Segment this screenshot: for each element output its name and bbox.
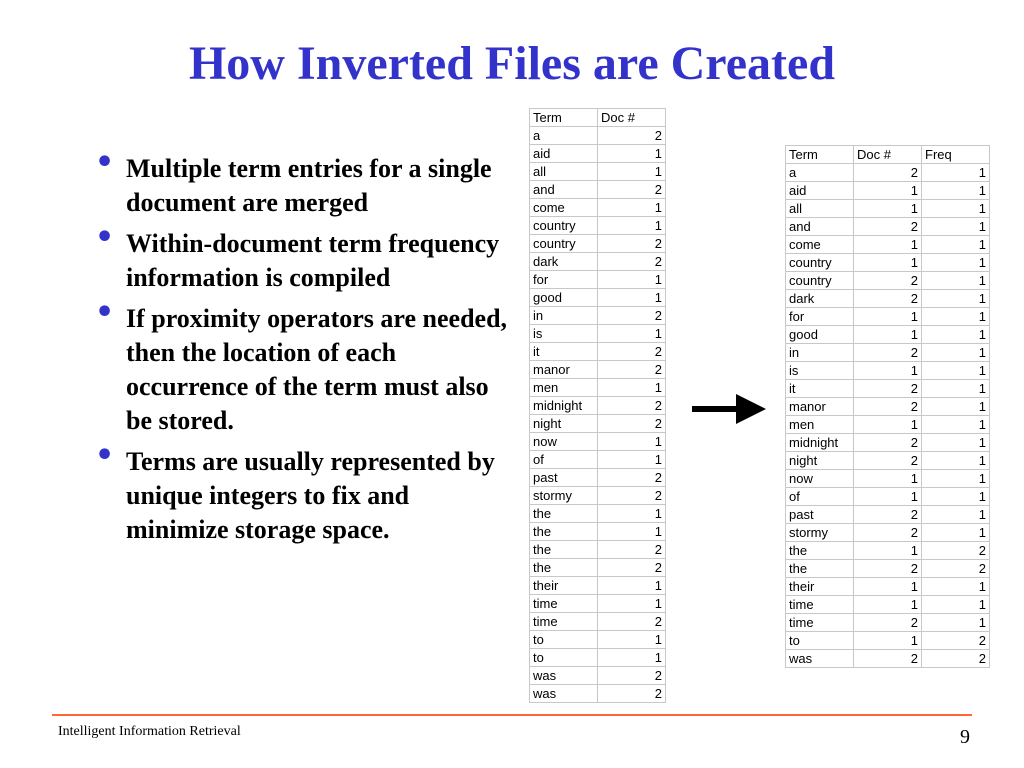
freq-cell: 2 — [922, 542, 990, 560]
table-row — [786, 470, 990, 488]
freq-cell: 1 — [922, 398, 990, 416]
doc-cell: 1 — [854, 236, 922, 254]
doc-cell: 1 — [854, 362, 922, 380]
column-header: Doc # — [598, 109, 666, 127]
table-header-row — [786, 146, 990, 164]
term-cell: manor — [530, 361, 598, 379]
table-row — [786, 182, 990, 200]
doc-cell: 2 — [854, 524, 922, 542]
term-cell: men — [786, 416, 854, 434]
table-row — [786, 344, 990, 362]
table-row — [530, 685, 666, 703]
term-cell: the — [530, 505, 598, 523]
term-cell: manor — [786, 398, 854, 416]
term-cell: aid — [530, 145, 598, 163]
table-row — [530, 541, 666, 559]
doc-cell: 1 — [598, 289, 666, 307]
table-row — [530, 235, 666, 253]
term-cell: come — [530, 199, 598, 217]
table-row — [530, 433, 666, 451]
table-row — [530, 253, 666, 271]
bullet-text: Within-document term frequency information is compiled — [126, 229, 500, 292]
term-cell: all — [530, 163, 598, 181]
table-row — [530, 595, 666, 613]
table-row — [530, 415, 666, 433]
term-cell: it — [786, 380, 854, 398]
term-cell: the — [530, 559, 598, 577]
term-cell: to — [530, 631, 598, 649]
table-row — [786, 452, 990, 470]
doc-cell: 1 — [598, 595, 666, 613]
table-row — [786, 416, 990, 434]
doc-cell: 2 — [598, 253, 666, 271]
term-cell: their — [530, 577, 598, 595]
doc-cell: 1 — [854, 308, 922, 326]
freq-cell: 1 — [922, 236, 990, 254]
column-header: Freq — [922, 146, 990, 164]
doc-cell: 2 — [598, 487, 666, 505]
table-row — [786, 596, 990, 614]
term-cell: a — [786, 164, 854, 182]
freq-cell: 1 — [922, 434, 990, 452]
footer-divider — [52, 714, 972, 716]
bullet-text: Terms are usually represented by unique integers to fix and minimize storage space. — [126, 447, 495, 544]
table-row — [530, 145, 666, 163]
term-cell: was — [786, 650, 854, 668]
freq-cell: 1 — [922, 524, 990, 542]
bullet-item — [92, 295, 512, 438]
term-cell: now — [786, 470, 854, 488]
table-row — [530, 379, 666, 397]
bullet-text: Multiple term entries for a single document are merged — [126, 154, 492, 217]
doc-cell: 2 — [598, 343, 666, 361]
doc-cell: 1 — [854, 542, 922, 560]
freq-cell: 1 — [922, 578, 990, 596]
freq-cell: 1 — [922, 344, 990, 362]
table-row — [530, 487, 666, 505]
freq-cell: 1 — [922, 200, 990, 218]
term-cell: good — [530, 289, 598, 307]
term-cell: the — [786, 560, 854, 578]
bullet-list — [92, 145, 512, 554]
doc-cell: 1 — [598, 163, 666, 181]
doc-cell: 1 — [598, 379, 666, 397]
table-row — [786, 614, 990, 632]
page-title: How Inverted Files are Created — [188, 37, 836, 90]
bullet-icon: • — [95, 438, 115, 473]
term-cell: time — [786, 614, 854, 632]
table-row — [530, 181, 666, 199]
term-cell: a — [530, 127, 598, 145]
doc-cell: 1 — [598, 505, 666, 523]
table-row — [530, 667, 666, 685]
term-cell: for — [530, 271, 598, 289]
doc-cell: 1 — [854, 470, 922, 488]
term-cell: come — [786, 236, 854, 254]
doc-cell: 2 — [854, 434, 922, 452]
doc-cell: 2 — [854, 272, 922, 290]
term-cell: their — [786, 578, 854, 596]
doc-cell: 1 — [854, 596, 922, 614]
doc-cell: 2 — [598, 127, 666, 145]
table-row — [530, 631, 666, 649]
table-row — [786, 272, 990, 290]
table-row — [530, 271, 666, 289]
table-row — [786, 632, 990, 650]
page-number: 9 — [960, 726, 970, 748]
doc-cell: 2 — [854, 344, 922, 362]
freq-cell: 2 — [922, 632, 990, 650]
table-row — [786, 380, 990, 398]
table-row — [530, 289, 666, 307]
doc-cell: 1 — [854, 416, 922, 434]
freq-cell: 1 — [922, 380, 990, 398]
freq-cell: 1 — [922, 218, 990, 236]
table-row — [530, 217, 666, 235]
table-row — [786, 236, 990, 254]
doc-cell: 2 — [854, 218, 922, 236]
table-row — [786, 308, 990, 326]
term-cell: night — [786, 452, 854, 470]
freq-cell: 1 — [922, 308, 990, 326]
freq-cell: 1 — [922, 470, 990, 488]
footer-text: Intelligent Information Retrieval — [58, 724, 241, 739]
term-cell: stormy — [530, 487, 598, 505]
term-cell: all — [786, 200, 854, 218]
table-row — [786, 164, 990, 182]
term-cell: of — [786, 488, 854, 506]
table-row — [786, 560, 990, 578]
term-cell: dark — [530, 253, 598, 271]
doc-cell: 2 — [854, 560, 922, 578]
freq-cell: 1 — [922, 182, 990, 200]
doc-cell: 2 — [854, 164, 922, 182]
doc-cell: 2 — [598, 361, 666, 379]
table-row — [530, 397, 666, 415]
table-row — [786, 326, 990, 344]
freq-cell: 1 — [922, 290, 990, 308]
term-cell: and — [530, 181, 598, 199]
bullet-item — [92, 438, 512, 547]
doc-cell: 2 — [598, 559, 666, 577]
term-cell: is — [786, 362, 854, 380]
freq-cell: 1 — [922, 272, 990, 290]
doc-cell: 2 — [598, 235, 666, 253]
doc-cell: 1 — [598, 217, 666, 235]
table-row — [786, 578, 990, 596]
doc-cell: 1 — [854, 632, 922, 650]
table-row — [530, 577, 666, 595]
table-row — [530, 127, 666, 145]
doc-cell: 1 — [598, 199, 666, 217]
table-row — [786, 524, 990, 542]
doc-cell: 1 — [598, 433, 666, 451]
doc-cell: 2 — [598, 307, 666, 325]
term-cell: aid — [786, 182, 854, 200]
term-cell: for — [786, 308, 854, 326]
freq-cell: 1 — [922, 254, 990, 272]
term-doc-freq-table — [785, 145, 990, 668]
term-cell: time — [786, 596, 854, 614]
doc-cell: 1 — [854, 182, 922, 200]
table-row — [786, 398, 990, 416]
term-cell: and — [786, 218, 854, 236]
table-row — [786, 506, 990, 524]
freq-cell: 1 — [922, 164, 990, 182]
bullet-item — [92, 145, 512, 220]
table-row — [786, 254, 990, 272]
doc-cell: 2 — [854, 290, 922, 308]
term-cell: the — [530, 541, 598, 559]
term-doc-table — [529, 108, 666, 703]
doc-cell: 1 — [854, 488, 922, 506]
doc-cell: 1 — [598, 451, 666, 469]
doc-cell: 2 — [854, 398, 922, 416]
doc-cell: 2 — [598, 415, 666, 433]
freq-cell: 2 — [922, 650, 990, 668]
term-cell: is — [530, 325, 598, 343]
doc-cell: 2 — [854, 650, 922, 668]
term-cell: midnight — [786, 434, 854, 452]
freq-cell: 1 — [922, 488, 990, 506]
table-row — [530, 361, 666, 379]
freq-cell: 1 — [922, 452, 990, 470]
table-row — [530, 163, 666, 181]
table-row — [530, 649, 666, 667]
doc-cell: 1 — [854, 578, 922, 596]
bullet-text: If proximity operators are needed, then the location of each occurrence of the term must also be stored. — [126, 304, 508, 435]
term-cell: country — [530, 217, 598, 235]
column-header: Term — [530, 109, 598, 127]
freq-cell: 2 — [922, 560, 990, 578]
term-cell: the — [530, 523, 598, 541]
doc-cell: 2 — [598, 541, 666, 559]
column-header: Term — [786, 146, 854, 164]
term-cell: men — [530, 379, 598, 397]
term-cell: time — [530, 595, 598, 613]
bullet-item — [92, 220, 512, 295]
table-row — [530, 505, 666, 523]
doc-cell: 2 — [854, 506, 922, 524]
table-row — [530, 451, 666, 469]
table-row — [786, 650, 990, 668]
doc-cell: 1 — [598, 325, 666, 343]
table-row — [786, 218, 990, 236]
term-cell: time — [530, 613, 598, 631]
doc-cell: 2 — [854, 614, 922, 632]
bullet-icon: • — [95, 295, 115, 330]
column-header: Doc # — [854, 146, 922, 164]
table-row — [530, 523, 666, 541]
term-cell: night — [530, 415, 598, 433]
doc-cell: 2 — [598, 397, 666, 415]
doc-cell: 1 — [854, 200, 922, 218]
term-cell: in — [786, 344, 854, 362]
table-row — [530, 559, 666, 577]
term-cell: was — [530, 685, 598, 703]
doc-cell: 1 — [598, 271, 666, 289]
freq-cell: 1 — [922, 416, 990, 434]
term-cell: midnight — [530, 397, 598, 415]
bullet-icon: • — [95, 145, 115, 180]
doc-cell: 1 — [598, 577, 666, 595]
doc-cell: 1 — [598, 631, 666, 649]
doc-cell: 1 — [598, 649, 666, 667]
term-cell: the — [786, 542, 854, 560]
term-cell: past — [786, 506, 854, 524]
table-row — [530, 469, 666, 487]
table-row — [530, 199, 666, 217]
term-cell: country — [530, 235, 598, 253]
doc-cell: 2 — [598, 181, 666, 199]
table-row — [786, 488, 990, 506]
table-row — [786, 362, 990, 380]
freq-cell: 1 — [922, 506, 990, 524]
freq-cell: 1 — [922, 362, 990, 380]
table-row — [786, 290, 990, 308]
term-cell: country — [786, 254, 854, 272]
term-cell: country — [786, 272, 854, 290]
doc-cell: 2 — [598, 667, 666, 685]
term-cell: good — [786, 326, 854, 344]
doc-cell: 1 — [854, 254, 922, 272]
doc-cell: 2 — [598, 685, 666, 703]
doc-cell: 2 — [598, 613, 666, 631]
doc-cell: 2 — [854, 380, 922, 398]
table-row — [530, 343, 666, 361]
table-header-row — [530, 109, 666, 127]
bullet-icon: • — [95, 220, 115, 255]
doc-cell: 1 — [598, 523, 666, 541]
doc-cell: 1 — [854, 326, 922, 344]
table-row — [530, 613, 666, 631]
table-row — [786, 542, 990, 560]
term-cell: in — [530, 307, 598, 325]
term-cell: it — [530, 343, 598, 361]
freq-cell: 1 — [922, 614, 990, 632]
term-cell: was — [530, 667, 598, 685]
term-cell: dark — [786, 290, 854, 308]
term-cell: to — [786, 632, 854, 650]
doc-cell: 2 — [854, 452, 922, 470]
table-row — [786, 200, 990, 218]
term-cell: past — [530, 469, 598, 487]
term-cell: to — [530, 649, 598, 667]
table-row — [530, 325, 666, 343]
table-row — [786, 434, 990, 452]
term-cell: now — [530, 433, 598, 451]
doc-cell: 2 — [598, 469, 666, 487]
freq-cell: 1 — [922, 596, 990, 614]
doc-cell: 1 — [598, 145, 666, 163]
term-cell: of — [530, 451, 598, 469]
term-cell: stormy — [786, 524, 854, 542]
table-row — [530, 307, 666, 325]
freq-cell: 1 — [922, 326, 990, 344]
right-arrow-icon — [690, 392, 770, 426]
